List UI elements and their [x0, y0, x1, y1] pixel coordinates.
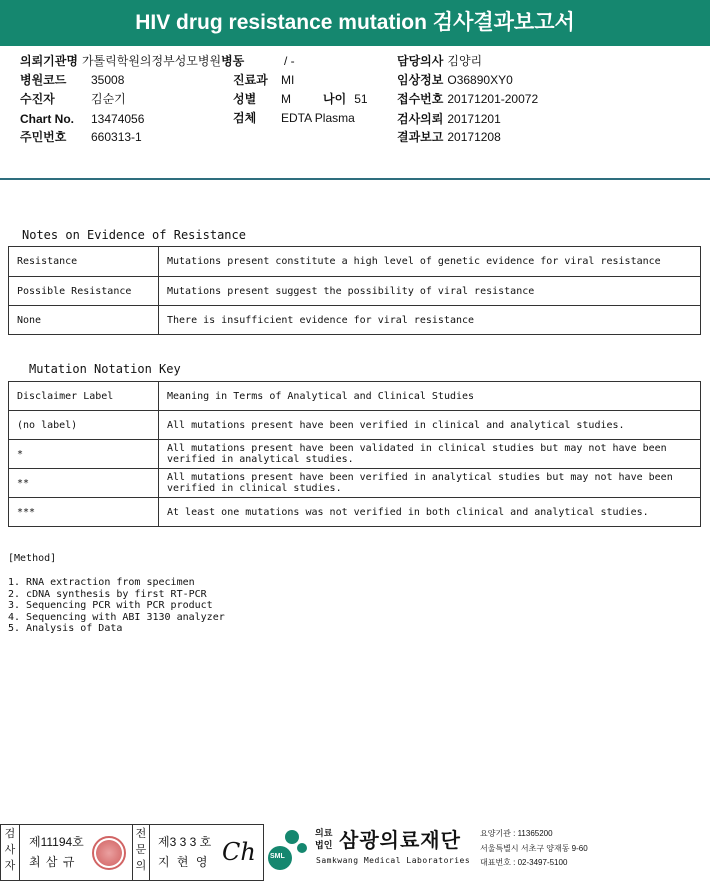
org-address: 서울특별시 서초구 양재동 9-60 [480, 844, 588, 853]
notation-title: Mutation Notation Key [29, 362, 181, 376]
reviewer-no: 제3 3 3 호 [158, 835, 212, 849]
logo-mark-icon [297, 843, 307, 853]
code-label: 병원코드 [20, 73, 67, 87]
section-divider [0, 178, 710, 180]
table-row [9, 440, 701, 469]
divider [132, 825, 133, 880]
reception-value: 20171201-20072 [447, 92, 539, 106]
dept-value: MI [281, 73, 295, 87]
request-row [397, 110, 501, 128]
evidence-label: Possible Resistance [9, 277, 159, 306]
hospital-label: 의뢰기관명 [20, 54, 78, 68]
notation-label: ** [9, 469, 159, 498]
age-row [323, 90, 368, 108]
org-name: 삼광의료재단 [339, 830, 461, 852]
notation-label: (no label) [9, 411, 159, 440]
evidence-label: Resistance [9, 247, 159, 277]
reviewer-label: 전문의 [135, 828, 147, 872]
notation-desc: All mutations present have been verified in clinical and analytical studies. [159, 411, 701, 440]
logo-text: SML [270, 853, 285, 860]
clinical-value: O36890XY0 [447, 73, 513, 87]
table-row [9, 306, 701, 335]
method-step: 3. Sequencing PCR with PCR product [8, 600, 213, 612]
hospital-value: 가톨릭학원의정부성모병원 [81, 54, 222, 68]
notation-desc: All mutations present have been validated in clinical studies but may not have been verified in analytical studies. [159, 440, 701, 469]
table-header-row [9, 382, 701, 411]
specimen-value: EDTA Plasma [281, 111, 355, 125]
divider [149, 825, 150, 880]
header-desc: Meaning in Terms of Analytical and Clinical Studies [159, 382, 701, 411]
name-value: 김순기 [91, 92, 126, 106]
dept-label: 진료과 [233, 73, 268, 87]
seal-stamp [92, 836, 126, 870]
divider [19, 825, 20, 880]
age-label: 나이 [323, 92, 347, 106]
org-english: Samkwang Medical Laboratories [316, 856, 471, 865]
doctor-label: 담당의사 [397, 54, 444, 68]
request-label: 검사의뢰 [397, 112, 444, 126]
tester-no: 제11194호 [29, 835, 84, 849]
evidence-desc: Mutations present suggest the possibility of viral resistance [159, 277, 701, 306]
org-prefix: 의료 법인 [315, 828, 333, 850]
chart-label: Chart No. [20, 112, 74, 126]
chart-value: 13474056 [91, 112, 145, 126]
evidence-title: Notes on Evidence of Resistance [22, 228, 246, 242]
id-label: 주민번호 [20, 130, 67, 144]
clinical-label: 임상정보 [397, 73, 444, 87]
method-step: 1. RNA extraction from specimen [8, 577, 195, 588]
org-phone: 대표번호 : 02-3497-5100 [480, 858, 568, 867]
doctor-value: 김양리 [447, 54, 483, 68]
table-row [9, 411, 701, 440]
clinical-row [397, 71, 513, 89]
reviewer-name: 지 현 영 [158, 855, 210, 869]
ward-value: / - [284, 54, 295, 68]
signature: Ch [222, 838, 256, 866]
hospital-row [20, 52, 244, 70]
sex-label: 성별 [233, 92, 257, 106]
reception-row [397, 90, 538, 108]
org-code: 요양기관 : 11365200 [480, 829, 553, 838]
method-step: 2. cDNA synthesis by first RT-PCR [8, 588, 207, 600]
specimen-label: 검체 [233, 111, 257, 125]
result-label: 결과보고 [397, 130, 444, 144]
notation-desc: At least one mutations was not verified in both clinical and analytical studies. [159, 498, 701, 527]
reception-label: 접수번호 [397, 92, 444, 106]
ward-label: 병동 [221, 54, 245, 68]
request-value: 20171201 [447, 112, 501, 126]
table-row [9, 277, 701, 306]
notation-table [8, 381, 701, 527]
table-row [9, 247, 701, 277]
sex-value: M [281, 92, 291, 106]
report-title: HIV drug resistance mutation 검사결과보고서 [0, 0, 710, 46]
header-label: Disclaimer Label [9, 382, 159, 411]
id-value: 660313-1 [91, 130, 142, 144]
code-value: 35008 [91, 73, 125, 87]
name-label: 수진자 [20, 92, 55, 106]
method-step: 4. Sequencing with ABI 3130 analyzer [8, 611, 225, 623]
result-value: 20171208 [447, 130, 501, 144]
result-row [397, 128, 501, 146]
table-row [9, 469, 701, 498]
evidence-table [8, 246, 701, 335]
notation-label: *** [9, 498, 159, 527]
logo-mark-icon [285, 830, 299, 844]
tester-label: 검사자 [4, 828, 16, 872]
evidence-label: None [9, 306, 159, 335]
method-step: 5. Analysis of Data [8, 623, 123, 635]
evidence-desc: There is insufficient evidence for viral resistance [159, 306, 701, 335]
table-row [9, 498, 701, 527]
notation-desc: All mutations present have been verified in analytical studies but may not have been verified in clinical studies. [159, 469, 701, 498]
method-title: [Method] [8, 553, 57, 564]
doctor-row [397, 52, 482, 70]
evidence-desc: Mutations present constitute a high level of genetic evidence for viral resistance [159, 247, 701, 277]
age-value: 51 [354, 92, 368, 106]
tester-name: 최 삼 규 [29, 855, 76, 869]
notation-label: * [9, 440, 159, 469]
